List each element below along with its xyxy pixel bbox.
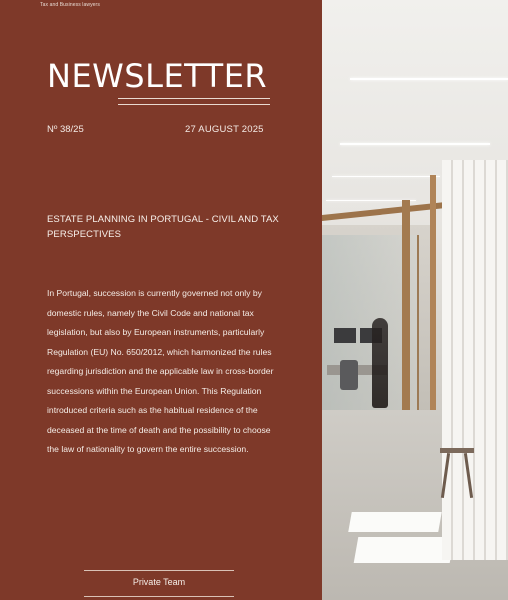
issue-date: 27 AUGUST 2025 [185, 124, 264, 135]
sunlight-patch [354, 537, 455, 563]
ceiling-light [332, 176, 440, 177]
article-body [47, 284, 279, 460]
office-interior-photo [322, 0, 508, 600]
issue-number: Nº 38/25 [47, 124, 84, 135]
office-chair [340, 360, 358, 390]
title-rule-top [118, 98, 270, 99]
white-slat-panels [442, 160, 508, 560]
footer-rule-top [84, 570, 234, 571]
stool [440, 448, 474, 453]
title-rule-bottom [118, 104, 270, 105]
ceiling-light [340, 143, 490, 145]
footer-team-label: Private Team [132, 577, 186, 587]
wood-frame [402, 200, 410, 415]
wood-frame [430, 175, 436, 440]
sunlight-patch [348, 512, 442, 532]
ceiling-light [350, 78, 508, 80]
newsletter-title: NEWSLETTER [47, 57, 268, 95]
person-silhouette [372, 318, 388, 408]
monitor [334, 328, 356, 343]
footer-rule-bottom [84, 596, 234, 597]
article-body-text: In Portugal, succession is currently governed not only by domestic rules, namely the Civil Code and national tax legislation, but also by European instruments, particularly Regulation (EU) No. 650/2012, which harmonized the rules regarding jurisdiction and the applicable law in cross-border successions within the European Union. This Regulation introduced criteria such as the habitual residence of the deceased at the time of death and the possibility to choose the law of nationality to govern the entire succession. [47, 288, 274, 454]
tagline: Tax and Business lawyers [40, 2, 100, 8]
article-headline: ESTATE PLANNING IN PORTUGAL - CIVIL AND TAX PERSPECTIVES [47, 214, 279, 240]
